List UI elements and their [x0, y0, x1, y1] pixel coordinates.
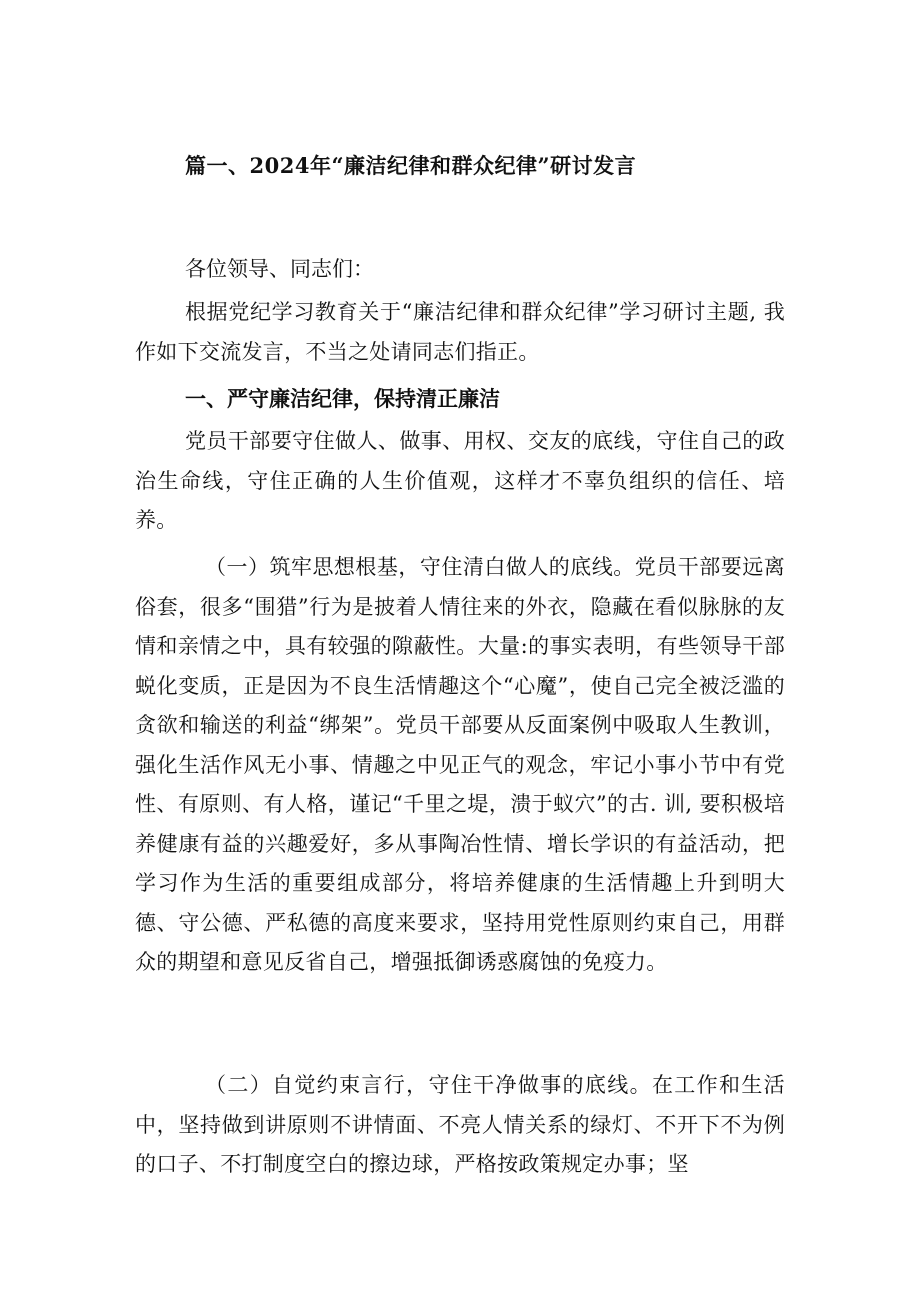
intro-paragraph: 根据党纪学习教育关于“廉洁纪律和群众纪律”学习研讨主题, 我作如下交流发言，不当之处请同志们指正。: [135, 300, 785, 364]
subsection-1-paragraph: （一）筑牢思想根基，守住清白做人的底线。党员干部要远离俗套，很多“围猎”行为是披着人情往来的外衣，隐藏在看似脉脉的友情和亲情之中，具有较强的隙蔽性。大量:的事实表明，有些领导干部蜕化变质，正是因为不良生活情趣这个“心魔”，使自己完全被泛滥的贪欲和输送的利益“绑架”。党员干部要从反面案例中吸取人生教训，强化生活作风无小事、情趣之中见正气的观念，牢记小事小节中有党性、有原则、有人格，谨记“千里之堤，溃于蚁穴”的古. 训, 要积极培养健康有益的兴趣爱好，多从事陶冶性情、增长学识的有益活动，把学习作为生活的重要组成部分，将培养健康的生活情趣上升到明大德、守公德、严私德的高度来要求，坚持用党性原则约束自己，用群众的期望和意见反省自己，增强抵御诱惑腐蚀的免疫力。: [135, 555, 785, 974]
subsection-2-paragraph: （二）自觉约束言行，守住干净做事的底线。在工作和生活中，坚持做到讲原则不讲情面、不亮人情关系的绿灯、不开下不为例的口子、不打制度空白的擦边球，严格按政策规定办事；坚: [135, 1073, 785, 1176]
document-title: 篇一、2024年“廉洁纪律和群众纪律”研讨发言: [185, 153, 637, 178]
section-heading-1: 一、严守廉洁纪律，保持清正廉洁: [185, 386, 500, 411]
greeting: 各位领导、同志们：: [185, 257, 374, 281]
section-1-intro-paragraph: 党员干部要守住做人、做事、用权、交友的底线，守住自己的政治生命线，守住正确的人生价值观，这样才不辜负组织的信任、培养。: [135, 429, 785, 532]
